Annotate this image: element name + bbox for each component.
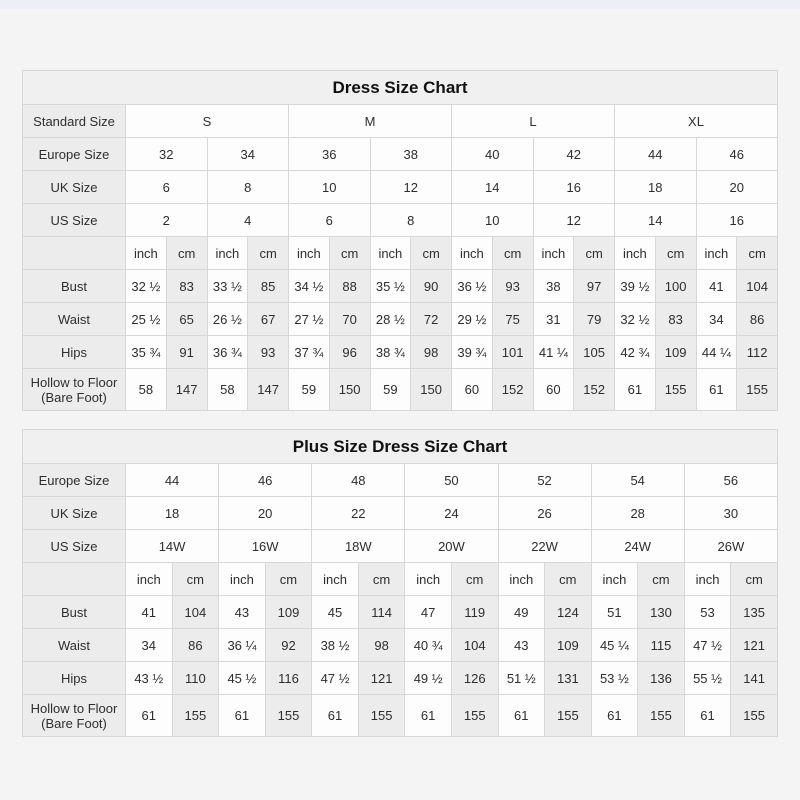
measurement-row (23, 629, 778, 662)
size-value-cell: 48 (312, 464, 405, 497)
cm-value-cell: 79 (574, 303, 615, 336)
row-label: UK Size (23, 497, 126, 530)
row-label: Europe Size (23, 464, 126, 497)
unit-cm-cell: cm (574, 237, 615, 270)
unit-cm-cell: cm (329, 237, 370, 270)
size-value-cell: 40 (452, 138, 534, 171)
cm-value-cell: 155 (358, 695, 405, 737)
cm-value-cell: 147 (166, 369, 207, 411)
cm-value-cell: 104 (451, 629, 498, 662)
cm-value-cell: 114 (358, 596, 405, 629)
inch-value-cell: 31 (533, 303, 574, 336)
unit-cm-cell: cm (358, 563, 405, 596)
cm-value-cell: 67 (248, 303, 289, 336)
cm-value-cell: 119 (451, 596, 498, 629)
cm-value-cell: 116 (265, 662, 312, 695)
cm-value-cell: 96 (329, 336, 370, 369)
size-row (23, 497, 778, 530)
size-value-cell: 54 (591, 464, 684, 497)
cm-value-cell: 86 (172, 629, 219, 662)
size-value-cell: 10 (452, 204, 534, 237)
size-value-cell: 14W (126, 530, 219, 563)
inch-value-cell: 36 ¼ (219, 629, 266, 662)
size-value-cell: 46 (696, 138, 778, 171)
unit-inch-cell: inch (684, 563, 731, 596)
inch-value-cell: 36 ½ (452, 270, 493, 303)
unit-inch-cell: inch (498, 563, 545, 596)
measurement-row (23, 336, 778, 369)
table-title-row (23, 71, 778, 105)
cm-value-cell: 124 (545, 596, 592, 629)
inch-value-cell: 47 ½ (312, 662, 359, 695)
cm-value-cell: 155 (655, 369, 696, 411)
unit-cm-cell: cm (731, 563, 778, 596)
unit-inch-cell: inch (207, 237, 248, 270)
size-value-cell: 18W (312, 530, 405, 563)
size-value-cell: 16W (219, 530, 312, 563)
unit-row-empty-label (23, 237, 126, 270)
size-value-cell: 6 (289, 204, 371, 237)
row-label: Bust (23, 596, 126, 629)
inch-value-cell: 61 (498, 695, 545, 737)
inch-value-cell: 43 ½ (126, 662, 173, 695)
unit-cm-cell: cm (737, 237, 778, 270)
unit-inch-cell: inch (452, 237, 493, 270)
plus-size-dress-size-chart-section (0, 429, 800, 737)
size-value-cell: 52 (498, 464, 591, 497)
plus-size-dress-size-chart-table (22, 429, 778, 737)
inch-value-cell: 47 ½ (684, 629, 731, 662)
inch-value-cell: 32 ½ (126, 270, 167, 303)
inch-value-cell: 61 (591, 695, 638, 737)
cm-value-cell: 135 (731, 596, 778, 629)
cm-value-cell: 70 (329, 303, 370, 336)
size-row (23, 171, 778, 204)
cm-value-cell: 130 (638, 596, 685, 629)
inch-value-cell: 53 (684, 596, 731, 629)
unit-row-empty-label (23, 563, 126, 596)
cm-value-cell: 136 (638, 662, 685, 695)
size-value-cell: 4 (207, 204, 289, 237)
measurement-row (23, 662, 778, 695)
size-value-cell: 50 (405, 464, 498, 497)
row-label: Hollow to Floor (Bare Foot) (23, 369, 126, 411)
inch-value-cell: 34 ½ (289, 270, 330, 303)
size-value-cell: 22 (312, 497, 405, 530)
size-value-cell: 36 (289, 138, 371, 171)
cm-value-cell: 98 (358, 629, 405, 662)
inch-value-cell: 27 ½ (289, 303, 330, 336)
unit-row (23, 237, 778, 270)
inch-value-cell: 33 ½ (207, 270, 248, 303)
standard-size-row (23, 105, 778, 138)
unit-cm-cell: cm (265, 563, 312, 596)
size-value-cell: 28 (591, 497, 684, 530)
inch-value-cell: 39 ¾ (452, 336, 493, 369)
unit-inch-cell: inch (591, 563, 638, 596)
row-label: Waist (23, 629, 126, 662)
cm-value-cell: 115 (638, 629, 685, 662)
unit-cm-cell: cm (451, 563, 498, 596)
cm-value-cell: 126 (451, 662, 498, 695)
cm-value-cell: 150 (411, 369, 452, 411)
size-value-cell: 30 (684, 497, 777, 530)
cm-value-cell: 97 (574, 270, 615, 303)
row-label: Standard Size (23, 105, 126, 138)
standard-size-cell: M (289, 105, 452, 138)
inch-value-cell: 44 ¼ (696, 336, 737, 369)
size-value-cell: 10 (289, 171, 371, 204)
size-value-cell: 44 (126, 464, 219, 497)
unit-inch-cell: inch (370, 237, 411, 270)
cm-value-cell: 93 (492, 270, 533, 303)
size-value-cell: 14 (452, 171, 534, 204)
inch-value-cell: 37 ¾ (289, 336, 330, 369)
unit-inch-cell: inch (126, 237, 167, 270)
cm-value-cell: 93 (248, 336, 289, 369)
inch-value-cell: 25 ½ (126, 303, 167, 336)
inch-value-cell: 34 (696, 303, 737, 336)
cm-value-cell: 75 (492, 303, 533, 336)
dress-size-chart-table (22, 70, 778, 411)
cm-value-cell: 147 (248, 369, 289, 411)
size-value-cell: 8 (370, 204, 452, 237)
cm-value-cell: 88 (329, 270, 370, 303)
dress-size-chart-section (0, 70, 800, 411)
unit-cm-cell: cm (638, 563, 685, 596)
page-top-strip (0, 0, 800, 9)
unit-inch-cell: inch (615, 237, 656, 270)
inch-value-cell: 29 ½ (452, 303, 493, 336)
measurement-row (23, 695, 778, 737)
cm-value-cell: 155 (731, 695, 778, 737)
size-value-cell: 16 (533, 171, 615, 204)
standard-size-cell: L (452, 105, 615, 138)
inch-value-cell: 51 (591, 596, 638, 629)
size-value-cell: 18 (126, 497, 219, 530)
unit-cm-cell: cm (166, 237, 207, 270)
cm-value-cell: 155 (545, 695, 592, 737)
inch-value-cell: 41 ¼ (533, 336, 574, 369)
unit-cm-cell: cm (172, 563, 219, 596)
inch-value-cell: 35 ½ (370, 270, 411, 303)
cm-value-cell: 155 (451, 695, 498, 737)
inch-value-cell: 43 (498, 629, 545, 662)
size-value-cell: 56 (684, 464, 777, 497)
inch-value-cell: 38 (533, 270, 574, 303)
unit-cm-cell: cm (492, 237, 533, 270)
standard-size-cell: XL (615, 105, 778, 138)
row-label: Hips (23, 336, 126, 369)
size-value-cell: 44 (615, 138, 697, 171)
inch-value-cell: 26 ½ (207, 303, 248, 336)
size-row (23, 464, 778, 497)
size-value-cell: 46 (219, 464, 312, 497)
inch-value-cell: 58 (126, 369, 167, 411)
cm-value-cell: 65 (166, 303, 207, 336)
size-value-cell: 20 (219, 497, 312, 530)
inch-value-cell: 32 ½ (615, 303, 656, 336)
row-label: Europe Size (23, 138, 126, 171)
size-value-cell: 8 (207, 171, 289, 204)
unit-cm-cell: cm (655, 237, 696, 270)
cm-value-cell: 152 (574, 369, 615, 411)
size-value-cell: 42 (533, 138, 615, 171)
cm-value-cell: 155 (172, 695, 219, 737)
inch-value-cell: 53 ½ (591, 662, 638, 695)
inch-value-cell: 39 ½ (615, 270, 656, 303)
cm-value-cell: 110 (172, 662, 219, 695)
inch-value-cell: 61 (615, 369, 656, 411)
cm-value-cell: 131 (545, 662, 592, 695)
inch-value-cell: 35 ¾ (126, 336, 167, 369)
size-value-cell: 26W (684, 530, 777, 563)
table-title: Dress Size Chart (23, 71, 778, 105)
unit-inch-cell: inch (312, 563, 359, 596)
row-label: Hips (23, 662, 126, 695)
cm-value-cell: 155 (737, 369, 778, 411)
inch-value-cell: 38 ½ (312, 629, 359, 662)
inch-value-cell: 45 (312, 596, 359, 629)
cm-value-cell: 155 (265, 695, 312, 737)
inch-value-cell: 55 ½ (684, 662, 731, 695)
inch-value-cell: 51 ½ (498, 662, 545, 695)
cm-value-cell: 90 (411, 270, 452, 303)
size-value-cell: 32 (126, 138, 208, 171)
cm-value-cell: 101 (492, 336, 533, 369)
inch-value-cell: 45 ¼ (591, 629, 638, 662)
measurement-row (23, 596, 778, 629)
inch-value-cell: 61 (405, 695, 452, 737)
inch-value-cell: 42 ¾ (615, 336, 656, 369)
size-value-cell: 18 (615, 171, 697, 204)
cm-value-cell: 100 (655, 270, 696, 303)
inch-value-cell: 61 (312, 695, 359, 737)
cm-value-cell: 155 (638, 695, 685, 737)
inch-value-cell: 61 (684, 695, 731, 737)
unit-cm-cell: cm (411, 237, 452, 270)
cm-value-cell: 109 (265, 596, 312, 629)
cm-value-cell: 112 (737, 336, 778, 369)
size-value-cell: 12 (370, 171, 452, 204)
inch-value-cell: 45 ½ (219, 662, 266, 695)
cm-value-cell: 104 (737, 270, 778, 303)
size-value-cell: 34 (207, 138, 289, 171)
cm-value-cell: 109 (655, 336, 696, 369)
inch-value-cell: 49 ½ (405, 662, 452, 695)
unit-inch-cell: inch (289, 237, 330, 270)
inch-value-cell: 41 (696, 270, 737, 303)
measurement-row (23, 303, 778, 336)
cm-value-cell: 152 (492, 369, 533, 411)
cm-value-cell: 72 (411, 303, 452, 336)
cm-value-cell: 85 (248, 270, 289, 303)
cm-value-cell: 83 (166, 270, 207, 303)
inch-value-cell: 38 ¾ (370, 336, 411, 369)
inch-value-cell: 60 (452, 369, 493, 411)
unit-cm-cell: cm (545, 563, 592, 596)
measurement-row (23, 270, 778, 303)
inch-value-cell: 61 (219, 695, 266, 737)
inch-value-cell: 59 (370, 369, 411, 411)
size-value-cell: 26 (498, 497, 591, 530)
inch-value-cell: 34 (126, 629, 173, 662)
row-label: UK Size (23, 171, 126, 204)
inch-value-cell: 49 (498, 596, 545, 629)
inch-value-cell: 41 (126, 596, 173, 629)
row-label: Bust (23, 270, 126, 303)
unit-inch-cell: inch (533, 237, 574, 270)
row-label: Waist (23, 303, 126, 336)
unit-row (23, 563, 778, 596)
cm-value-cell: 141 (731, 662, 778, 695)
unit-cm-cell: cm (248, 237, 289, 270)
size-value-cell: 24 (405, 497, 498, 530)
inch-value-cell: 61 (126, 695, 173, 737)
cm-value-cell: 105 (574, 336, 615, 369)
cm-value-cell: 83 (655, 303, 696, 336)
inch-value-cell: 28 ½ (370, 303, 411, 336)
size-value-cell: 12 (533, 204, 615, 237)
unit-inch-cell: inch (696, 237, 737, 270)
size-value-cell: 20W (405, 530, 498, 563)
inch-value-cell: 36 ¾ (207, 336, 248, 369)
cm-value-cell: 86 (737, 303, 778, 336)
size-value-cell: 22W (498, 530, 591, 563)
row-label: Hollow to Floor (Bare Foot) (23, 695, 126, 737)
cm-value-cell: 91 (166, 336, 207, 369)
size-value-cell: 20 (696, 171, 778, 204)
standard-size-cell: S (126, 105, 289, 138)
size-value-cell: 2 (126, 204, 208, 237)
size-value-cell: 16 (696, 204, 778, 237)
cm-value-cell: 109 (545, 629, 592, 662)
cm-value-cell: 104 (172, 596, 219, 629)
table-title-row (23, 430, 778, 464)
inch-value-cell: 58 (207, 369, 248, 411)
inch-value-cell: 43 (219, 596, 266, 629)
size-value-cell: 24W (591, 530, 684, 563)
inch-value-cell: 47 (405, 596, 452, 629)
table-title: Plus Size Dress Size Chart (23, 430, 778, 464)
inch-value-cell: 61 (696, 369, 737, 411)
inch-value-cell: 40 ¾ (405, 629, 452, 662)
size-value-cell: 6 (126, 171, 208, 204)
measurement-row (23, 369, 778, 411)
size-value-cell: 14 (615, 204, 697, 237)
row-label: US Size (23, 530, 126, 563)
size-row (23, 530, 778, 563)
unit-inch-cell: inch (219, 563, 266, 596)
cm-value-cell: 150 (329, 369, 370, 411)
inch-value-cell: 59 (289, 369, 330, 411)
cm-value-cell: 121 (358, 662, 405, 695)
inch-value-cell: 60 (533, 369, 574, 411)
cm-value-cell: 98 (411, 336, 452, 369)
size-row (23, 138, 778, 171)
size-value-cell: 38 (370, 138, 452, 171)
size-row (23, 204, 778, 237)
unit-inch-cell: inch (126, 563, 173, 596)
cm-value-cell: 92 (265, 629, 312, 662)
row-label: US Size (23, 204, 126, 237)
unit-inch-cell: inch (405, 563, 452, 596)
cm-value-cell: 121 (731, 629, 778, 662)
